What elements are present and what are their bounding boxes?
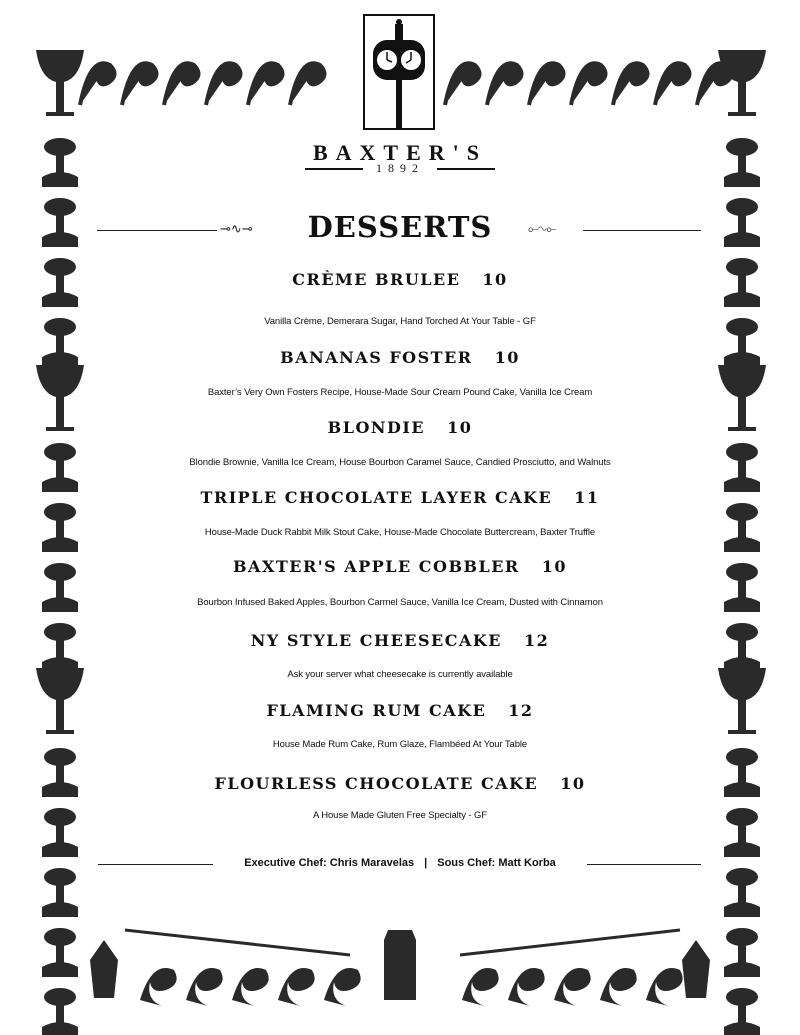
scroll-icon — [290, 63, 325, 105]
item-price: 12 — [524, 631, 550, 650]
menu-title: DESSERTS — [307, 210, 493, 244]
urn-icon — [724, 1022, 760, 1035]
flower-icon — [726, 928, 758, 946]
flower-icon — [44, 748, 76, 766]
menu-item-description: Vanilla Crème, Demerara Sugar, Hand Torched At Your Table - GF — [264, 316, 536, 327]
flower-icon — [726, 988, 758, 1006]
urn-icon — [42, 537, 78, 552]
scroll-icon — [655, 63, 690, 105]
decanter-icon — [90, 940, 118, 998]
urn-icon — [42, 962, 78, 977]
flower-icon — [726, 868, 758, 886]
floral-scroll-icon — [140, 968, 177, 1006]
menu-item-description: House Made Rum Cake, Rum Glaze, Flambéed At Your Table — [272, 739, 528, 750]
urn-icon — [724, 292, 760, 307]
menu-item-description: Baxter’s Very Own Fosters Recipe, House-Made Sour Cream Pound Cake, Vanilla Ice Cream — [207, 387, 593, 398]
scroll-icon — [697, 63, 732, 105]
urn-icon — [724, 537, 760, 552]
item-price: 10 — [560, 774, 586, 793]
floral-scroll-icon — [278, 968, 315, 1006]
item-price: 12 — [508, 701, 534, 720]
item-name: CRÈME BRULEE — [292, 270, 461, 289]
item-name: BLONDIE — [327, 418, 426, 437]
menu-item-description: Bourbon Infused Baked Apples, Bourbon Carmel Sauce, Vanilla Ice Cream, Dusted with Cinnamon — [197, 597, 603, 608]
item-name: FLOURLESS CHOCOLATE CAKE — [214, 774, 539, 793]
scroll-icon — [122, 63, 157, 105]
decanter-icon — [682, 940, 710, 998]
floral-scroll-icon — [232, 968, 269, 1006]
menu-item-description: Ask your server what cheesecake is currently available — [287, 669, 513, 680]
goblet-icon — [36, 50, 84, 116]
menu-item-title — [0, 348, 800, 367]
clock-icon — [365, 16, 433, 128]
floral-scroll-icon — [324, 968, 361, 1006]
separator: | — [424, 857, 428, 869]
menu-item-description: A House Made Gluten Free Specialty - GF — [312, 810, 488, 821]
scroll-icon — [613, 63, 648, 105]
flower-icon — [726, 748, 758, 766]
scroll-icon — [445, 63, 480, 105]
menu-item-title — [0, 631, 800, 650]
floral-scroll-icon — [554, 968, 591, 1006]
item-price: 10 — [482, 270, 508, 289]
scroll-icon — [571, 63, 606, 105]
scroll-icon — [529, 63, 564, 105]
urn-icon — [724, 902, 760, 917]
item-price: 10 — [541, 557, 567, 576]
item-name: TRIPLE CHOCOLATE LAYER CAKE — [200, 488, 553, 507]
scroll-icon — [206, 63, 241, 105]
fork-icon — [125, 930, 350, 955]
item-name: NY STYLE CHEESECAKE — [250, 631, 502, 650]
executive-chef: Executive Chef: Chris Maravelas — [244, 857, 415, 869]
menu-item-title — [0, 488, 800, 507]
urn-icon — [42, 1022, 78, 1035]
sous-chef: Sous Chef: Matt Korba — [437, 857, 556, 869]
flower-icon — [44, 868, 76, 886]
urn-icon — [724, 842, 760, 857]
item-price: 11 — [574, 488, 600, 507]
chef-credits — [0, 857, 800, 869]
menu-item-title — [0, 557, 800, 576]
menu-item-title — [0, 418, 800, 437]
floral-scroll-icon — [186, 968, 223, 1006]
item-price: 10 — [494, 348, 520, 367]
scroll-icon — [164, 63, 199, 105]
floral-scroll-icon — [600, 968, 637, 1006]
item-name: BANANAS FOSTER — [280, 348, 473, 367]
brand-name: BAXTER'S — [312, 140, 488, 165]
scroll-icon — [487, 63, 522, 105]
brand-year: 1892 — [376, 161, 424, 175]
floral-scroll-icon — [646, 968, 683, 1006]
logo-clock — [363, 14, 435, 130]
item-name: BAXTER'S APPLE COBBLER — [233, 557, 520, 576]
spoon-icon — [460, 930, 680, 955]
menu-item-title — [0, 270, 800, 289]
menu-item-description: Blondie Brownie, Vanilla Ice Cream, House Bourbon Caramel Sauce, Candied Prosciutto, and Walnuts — [189, 457, 611, 468]
flourish-icon: ⊸∿⊸ — [220, 222, 253, 237]
urn-icon — [42, 902, 78, 917]
item-price: 10 — [447, 418, 473, 437]
cocktail-shaker-icon — [384, 930, 416, 1000]
urn-icon — [42, 292, 78, 307]
flower-icon — [44, 928, 76, 946]
item-name: FLAMING RUM CAKE — [266, 701, 487, 720]
menu-item-title — [0, 774, 800, 793]
menu-item-description: House-Made Duck Rabbit Milk Stout Cake, House-Made Chocolate Buttercream, Baxter Truffle — [204, 527, 596, 538]
flourish-icon: ⟜∿⟜ — [528, 222, 557, 237]
scroll-icon — [80, 63, 115, 105]
urn-icon — [42, 842, 78, 857]
menu-item-title — [0, 701, 800, 720]
scroll-icon — [248, 63, 283, 105]
urn-icon — [724, 962, 760, 977]
flower-icon — [44, 988, 76, 1006]
floral-scroll-icon — [462, 968, 499, 1006]
floral-scroll-icon — [508, 968, 545, 1006]
